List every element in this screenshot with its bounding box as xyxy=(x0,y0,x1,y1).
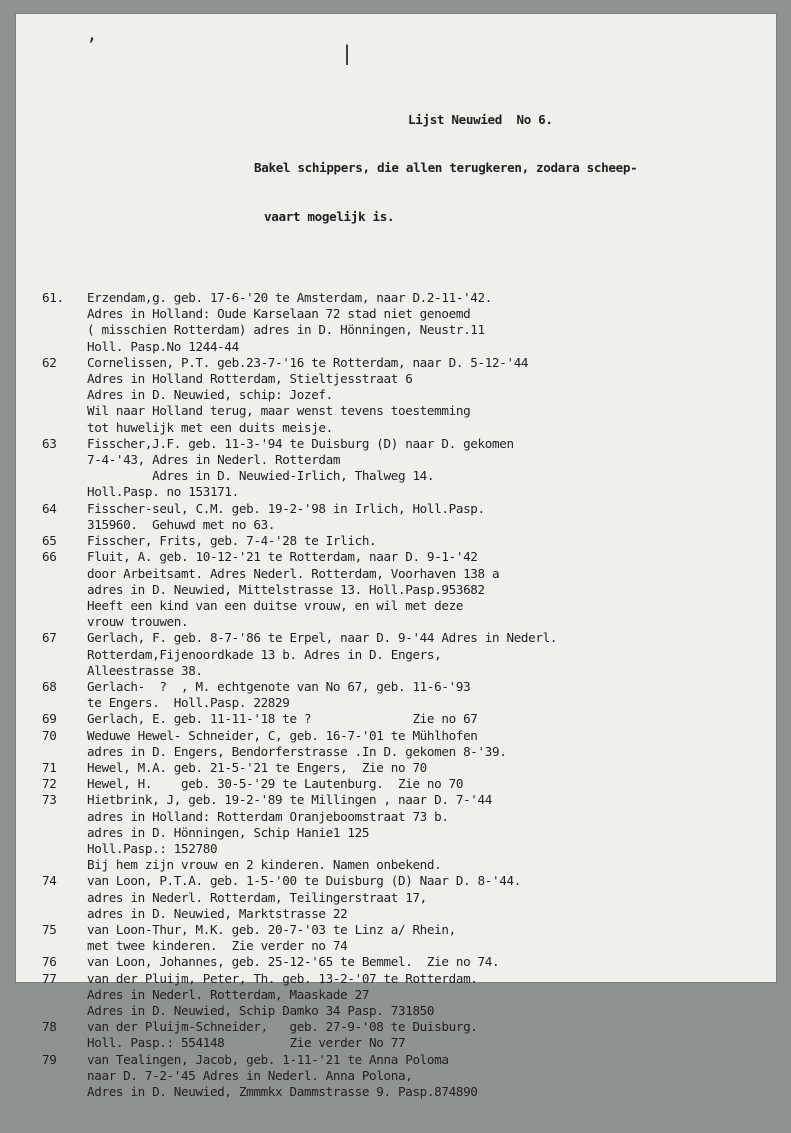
entry-number: 77 xyxy=(42,970,57,986)
entry-line: van der Pluijm, Peter, Th. geb. 13-2-'07 te Rotterdam. xyxy=(87,970,478,986)
page-title: Lijst Neuwied No 6. xyxy=(408,111,553,127)
list-item xyxy=(42,290,774,355)
entry-number: 67 xyxy=(42,630,57,646)
entry-text xyxy=(87,501,485,533)
page-subtitle-line-2: vaart mogelijk is. xyxy=(264,209,395,225)
document-page xyxy=(16,14,776,1099)
entry-line: Holl. Pasp.: 554148 Zie verder No 77 xyxy=(87,1035,406,1051)
entry-line: Wil naar Holland terug, maar wenst tevens toestemming xyxy=(87,403,471,419)
entry-number: 68 xyxy=(42,678,57,694)
entry-list xyxy=(42,290,774,1100)
list-item xyxy=(42,1052,774,1101)
entry-line: 7-4-'43, Adres in Nederl. Rotterdam xyxy=(87,452,341,468)
entry-number: 76 xyxy=(42,954,57,970)
entry-text xyxy=(87,792,492,873)
entry-line: naar D. 7-2-'45 Adres in Nederl. Anna Polona, xyxy=(87,1067,413,1083)
entry-line: adres in D. Neuwied, Mittelstrasse 13. Holl.Pasp.953682 xyxy=(87,581,485,597)
entry-line: van Loon, P.T.A. geb. 1-5-'00 te Duisburg (D) Naar D. 8-'44. xyxy=(87,873,521,889)
entry-text xyxy=(87,355,528,436)
entry-number: 62 xyxy=(42,354,57,370)
list-item xyxy=(42,922,774,954)
page-subtitle-line-1: Bakel schippers, die allen terugkeren, zodara scheep- xyxy=(254,160,638,176)
entry-number: 64 xyxy=(42,500,57,516)
entry-line: Adres in D. Neuwied, schip: Jozef. xyxy=(87,387,333,403)
entry-line: Hietbrink, J, geb. 19-2-'89 te Millingen , naar D. 7-'44 xyxy=(87,792,492,808)
entry-text xyxy=(87,873,521,922)
entry-line: Weduwe Hewel- Schneider, C, geb. 16-7-'01 te Mühlhofen xyxy=(87,727,478,743)
list-item xyxy=(42,873,774,922)
entry-line: van Loon-Thur, M.K. geb. 20-7-'03 te Linz a/ Rhein, xyxy=(87,921,456,937)
entry-line: ( misschien Rotterdam) adres in D. Hönningen, Neustr.11 xyxy=(87,322,485,338)
entry-line: Hewel, H. geb. 30-5-'29 te Lautenburg. Zie no 70 xyxy=(87,776,464,792)
entry-number: 61. xyxy=(42,290,64,306)
list-item xyxy=(42,436,774,501)
entry-number: 71 xyxy=(42,759,57,775)
list-item xyxy=(42,971,774,1020)
entry-line: adres in D. Neuwied, Marktstrasse 22 xyxy=(87,905,348,921)
entry-number: 79 xyxy=(42,1051,57,1067)
list-item xyxy=(42,776,774,792)
entry-text xyxy=(87,630,557,679)
entry-text xyxy=(87,1052,478,1101)
entry-text xyxy=(87,533,376,549)
entry-line: Fisscher, Frits, geb. 7-4-'28 te Irlich. xyxy=(87,533,377,549)
entry-line: adres in Holland: Rotterdam Oranjeboomstraat 73 b. xyxy=(87,808,449,824)
entry-line: Erzendam,g. geb. 17-6-'20 te Amsterdam, naar D.2-11-'42. xyxy=(87,290,492,306)
entry-text xyxy=(87,1019,478,1051)
list-item xyxy=(42,533,774,549)
document-header xyxy=(254,79,774,257)
entry-text xyxy=(87,971,478,1020)
list-item xyxy=(42,760,774,776)
entry-number: 66 xyxy=(42,549,57,565)
entry-text xyxy=(87,922,456,954)
entry-line: Adres in Holland Rotterdam, Stieltjesstraat 6 xyxy=(87,371,413,387)
entry-number: 78 xyxy=(42,1019,57,1035)
entry-text xyxy=(87,728,506,760)
entry-line: Hewel, M.A. geb. 21-5-'21 te Engers, Zie no 70 xyxy=(87,759,427,775)
entry-line: Adres in D. Neuwied, Zmmmkx Dammstrasse 9. Pasp.874890 xyxy=(87,1084,478,1099)
entry-line: Gerlach, E. geb. 11-11-'18 te ? Zie no 67 xyxy=(87,711,478,727)
entry-line: vrouw trouwen. xyxy=(87,614,189,630)
entry-text xyxy=(87,954,499,970)
entry-line: Gerlach, F. geb. 8-7-'86 te Erpel, naar D. 9-'44 Adres in Nederl. xyxy=(87,630,558,646)
document-body xyxy=(42,47,774,1133)
entry-number: 75 xyxy=(42,921,57,937)
entry-line: Adres in D. Neuwied, Schip Damko 34 Pasp. 731850 xyxy=(87,1002,435,1018)
list-item xyxy=(42,711,774,727)
entry-line: Rotterdam,Fijenoordkade 13 b. Adres in D. Engers, xyxy=(87,646,442,662)
entry-line: Adres in D. Neuwied-Irlich, Thalweg 14. xyxy=(87,468,435,484)
entry-number: 63 xyxy=(42,435,57,451)
entry-line: Fisscher-seul, C.M. geb. 19-2-'98 in Irlich, Holl.Pasp. xyxy=(87,500,485,516)
entry-text xyxy=(87,711,478,727)
list-item xyxy=(42,954,774,970)
entry-line: 315960. Gehuwd met no 63. xyxy=(87,516,276,532)
list-item xyxy=(42,355,774,436)
list-item xyxy=(42,630,774,679)
entry-text xyxy=(87,776,463,792)
entry-line: met twee kinderen. Zie verder no 74 xyxy=(87,938,348,954)
entry-line: adres in D. Engers, Bendorferstrasse .In D. gekomen 8-'39. xyxy=(87,743,507,759)
entry-line: Alleestrasse 38. xyxy=(87,662,203,678)
entry-line: van Tealingen, Jacob, geb. 1-11-'21 te Anna Poloma xyxy=(87,1051,449,1067)
list-item xyxy=(42,1019,774,1051)
entry-line: te Engers. Holl.Pasp. 22829 xyxy=(87,695,290,711)
entry-line: adres in D. Hönningen, Schip Hanie1 125 xyxy=(87,824,370,840)
entry-number: 65 xyxy=(42,533,57,549)
list-item xyxy=(42,679,774,711)
entry-line: Heeft een kind van een duitse vrouw, en wil met deze xyxy=(87,597,464,613)
entry-text xyxy=(87,549,499,630)
entry-line: Cornelissen, P.T. geb.23-7-'16 te Rotterdam, naar D. 5-12-'44 xyxy=(87,354,529,370)
entry-line: tot huwelijk met een duits meisje. xyxy=(87,419,333,435)
entry-text xyxy=(87,436,514,501)
entry-line: Fisscher,J.F. geb. 11-3-'94 te Duisburg (D) naar D. gekomen xyxy=(87,435,514,451)
entry-number: 74 xyxy=(42,873,57,889)
entry-text xyxy=(87,290,492,355)
entry-line: Holl.Pasp.: 152780 xyxy=(87,840,218,856)
entry-line: Holl. Pasp.No 1244-44 xyxy=(87,338,239,354)
list-item xyxy=(42,549,774,630)
list-item xyxy=(42,792,774,873)
entry-line: Gerlach- ? , M. echtgenote van No 67, geb. 11-6-'93 xyxy=(87,678,471,694)
entry-line: van Loon, Johannes, geb. 25-12-'65 te Bemmel. Zie no 74. xyxy=(87,954,500,970)
entry-number: 69 xyxy=(42,711,57,727)
entry-line: van der Pluijm-Schneider, geb. 27-9-'08 te Duisburg. xyxy=(87,1019,478,1035)
entry-line: Adres in Nederl. Rotterdam, Maaskade 27 xyxy=(87,986,370,1002)
entry-number: 72 xyxy=(42,776,57,792)
list-item xyxy=(42,501,774,533)
entry-line: Holl.Pasp. no 153171. xyxy=(87,484,239,500)
entry-line: Adres in Holland: Oude Karselaan 72 stad niet genoemd xyxy=(87,306,471,322)
pen-mark-left: ’ xyxy=(86,35,97,56)
entry-line: Bij hem zijn vrouw en 2 kinderen. Namen onbekend. xyxy=(87,857,442,873)
entry-line: adres in Nederl. Rotterdam, Teilingerstraat 17, xyxy=(87,889,427,905)
entry-text xyxy=(87,679,470,711)
list-item xyxy=(42,728,774,760)
entry-line: door Arbeitsamt. Adres Nederl. Rotterdam, Voorhaven 138 a xyxy=(87,565,500,581)
pen-mark-top: | xyxy=(341,41,354,65)
entry-text xyxy=(87,760,427,776)
entry-line: Fluit, A. geb. 10-12-'21 te Rotterdam, naar D. 9-1-'42 xyxy=(87,549,478,565)
entry-number: 70 xyxy=(42,727,57,743)
entry-number: 73 xyxy=(42,792,57,808)
